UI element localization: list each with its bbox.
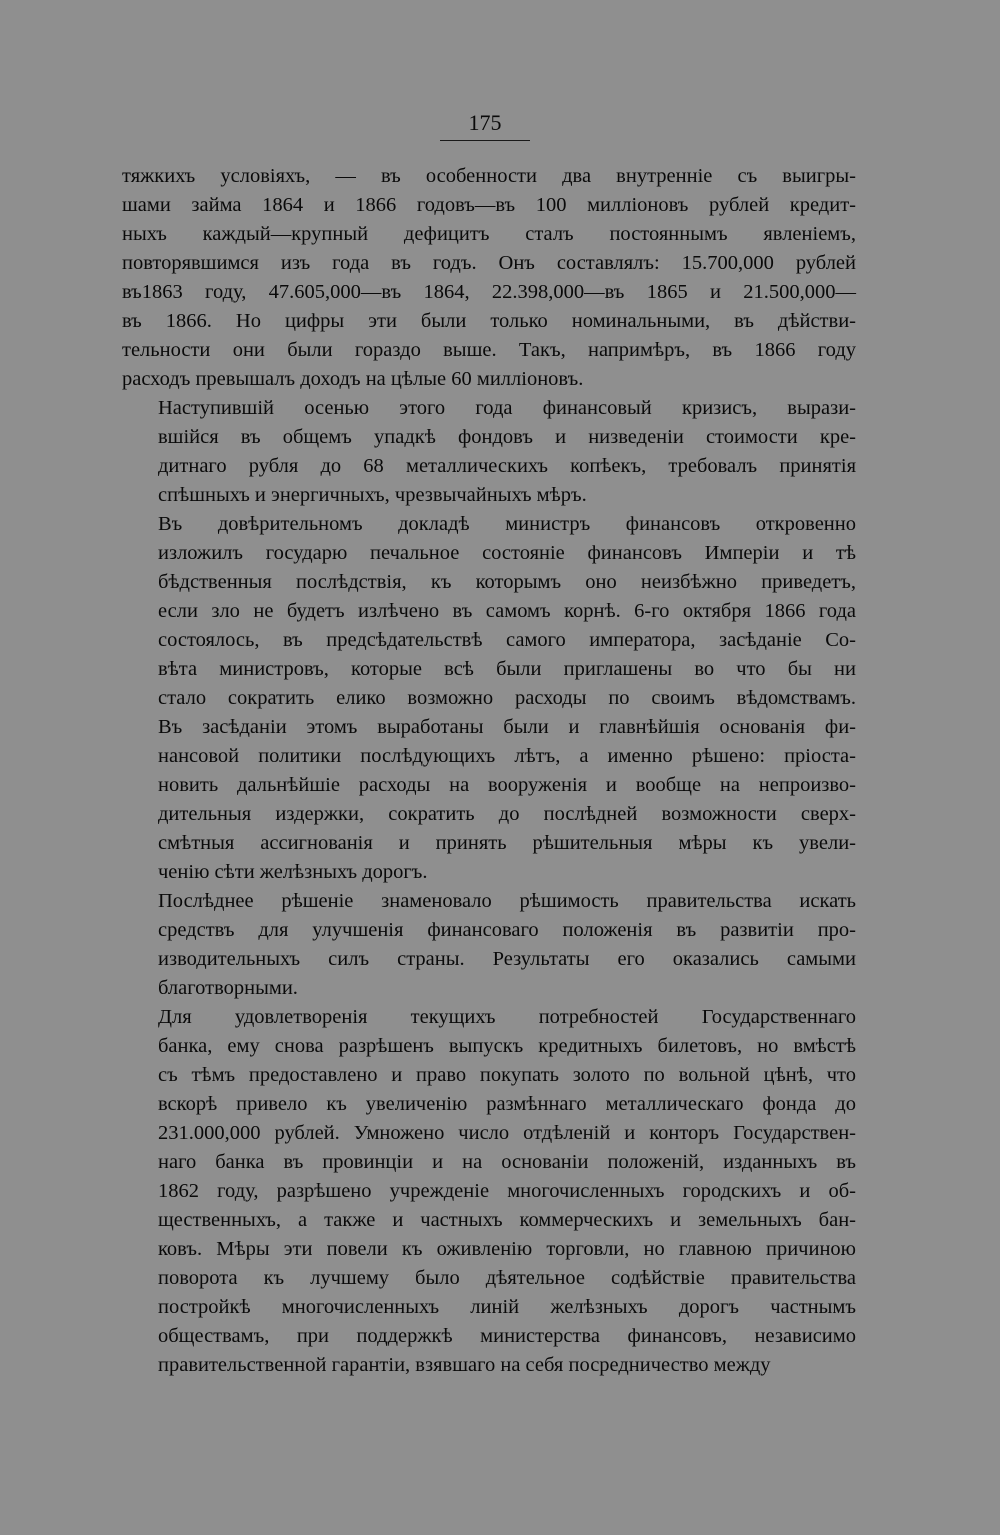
- text-line: вѣта министровъ, которые всѣ были приглашены во что бы ни: [158, 658, 856, 680]
- text-line: вскорѣ привело къ увеличенію размѣннаго металлическаго фонда до: [158, 1093, 856, 1115]
- text-line: обществамъ, при поддержкѣ министерства финансовъ, независимо: [158, 1325, 856, 1347]
- text-line: поворота къ лучшему было дѣятельное содѣйствіе правительства: [158, 1267, 856, 1289]
- text-line: изложилъ государю печальное состояніе финансовъ Имперіи и тѣ: [158, 542, 856, 564]
- text-line: дитнаго рубля до 68 металлическихъ копѣекъ, требовалъ принятія: [158, 455, 856, 477]
- page-number: 175: [468, 110, 502, 135]
- text-line: тельности они были гораздо выше. Такъ, напримѣръ, въ 1866 году: [122, 339, 856, 361]
- text-line: спѣшныхъ и энергичныхъ, чрезвычайныхъ мѣръ.: [158, 484, 587, 506]
- text-line: 231.000,000 рублей. Умножено число отдѣленій и конторъ Государствен-: [158, 1122, 856, 1144]
- text-line: Въ засѣданіи этомъ выработаны были и главнѣйшія основанія фи-: [158, 716, 856, 738]
- text-line: ныхъ каждый—крупный дефицитъ сталъ постояннымъ явленіемъ,: [122, 223, 856, 245]
- text-line: бѣдственныя послѣдствія, къ которымъ оно неизбѣжно приведетъ,: [158, 571, 856, 593]
- text-line: съ тѣмъ предоставлено и право покупать золото по вольной цѣнѣ, что: [158, 1064, 856, 1086]
- text-line: Послѣднее рѣшеніе знаменовало рѣшимость правительства искать: [158, 890, 856, 912]
- text-line: 1862 году, разрѣшено учрежденіе многочисленныхъ городскихъ и об-: [158, 1180, 856, 1202]
- text-line: Наступившій осенью этого года финансовый кризисъ, вырази-: [158, 397, 856, 419]
- text-line: ковъ. Мѣры эти повели къ оживленію торговли, но главною причиною: [158, 1238, 856, 1260]
- text-line: новить дальнѣйшіе расходы на вооруженія и вообще на непроизво-: [158, 774, 856, 796]
- text-line: смѣтныя ассигнованія и принять рѣшительныя мѣры къ увели-: [158, 832, 856, 854]
- paragraph: [122, 510, 856, 887]
- text-line: ченію сѣти желѣзныхъ дорогъ.: [158, 861, 428, 883]
- text-line: Для удовлетворенія текущихъ потребностей Государственнаго: [158, 1006, 856, 1028]
- text-line: наго банка въ провинціи и на основаніи положеній, изданныхъ въ: [158, 1151, 856, 1173]
- body-text: [122, 162, 856, 1380]
- text-line: стало сократить елико возможно расходы по своимъ вѣдомствамъ.: [158, 687, 856, 709]
- text-line: нансовой политики послѣдующихъ лѣтъ, а именно рѣшено: пріоста-: [158, 745, 856, 767]
- text-line: если зло не будетъ излѣчено въ самомъ корнѣ. 6-го октября 1866 года: [158, 600, 856, 622]
- text-line: средствъ для улучшенія финансоваго положенія въ развитіи про-: [158, 919, 856, 941]
- text-line: расходъ превышалъ доходъ на цѣлые 60 милліоновъ.: [122, 368, 584, 390]
- text-line: въ 1866. Но цифры эти были только номинальными, въ дѣйстви-: [122, 310, 856, 332]
- text-line: Въ довѣрительномъ докладѣ министръ финансовъ откровенно: [158, 513, 856, 535]
- text-line: повторявшимся изъ года въ годъ. Онъ составлялъ: 15.700,000 рублей: [122, 252, 856, 274]
- paragraph: [122, 162, 856, 394]
- text-line: вшійся въ общемъ упадкѣ фондовъ и низведеніи стоимости кре-: [158, 426, 856, 448]
- text-line: состоялось, въ предсѣдательствѣ самого императора, засѣданіе Со-: [158, 629, 856, 651]
- page-number-rule: [440, 140, 530, 141]
- paragraph: [122, 394, 856, 510]
- text-line: изводительныхъ силъ страны. Результаты его оказались самыми: [158, 948, 856, 970]
- text-line: правительственной гарантіи, взявшаго на себя посредничество между: [158, 1354, 771, 1376]
- text-line: въ1863 году, 47.605,000—въ 1864, 22.398,000—въ 1865 и 21.500,000—: [122, 281, 856, 303]
- text-line: тяжкихъ условіяхъ, — въ особенности два внутренніе съ выигры-: [122, 165, 856, 187]
- text-line: банка, ему снова разрѣшенъ выпускъ кредитныхъ билетовъ, но вмѣстѣ: [158, 1035, 856, 1057]
- text-line: дительныя издержки, сократить до послѣдней возможности сверх-: [158, 803, 856, 825]
- text-line: постройкѣ многочисленныхъ линій желѣзныхъ дорогъ частнымъ: [158, 1296, 856, 1318]
- text-line: благотворными.: [158, 977, 298, 999]
- text-line: шами займа 1864 и 1866 годовъ—въ 100 милліоновъ рублей кредит-: [122, 194, 856, 216]
- paragraph: [122, 887, 856, 1003]
- paragraph: [122, 1003, 856, 1380]
- text-line: щественныхъ, а также и частныхъ коммерческихъ и земельныхъ бан-: [158, 1209, 856, 1231]
